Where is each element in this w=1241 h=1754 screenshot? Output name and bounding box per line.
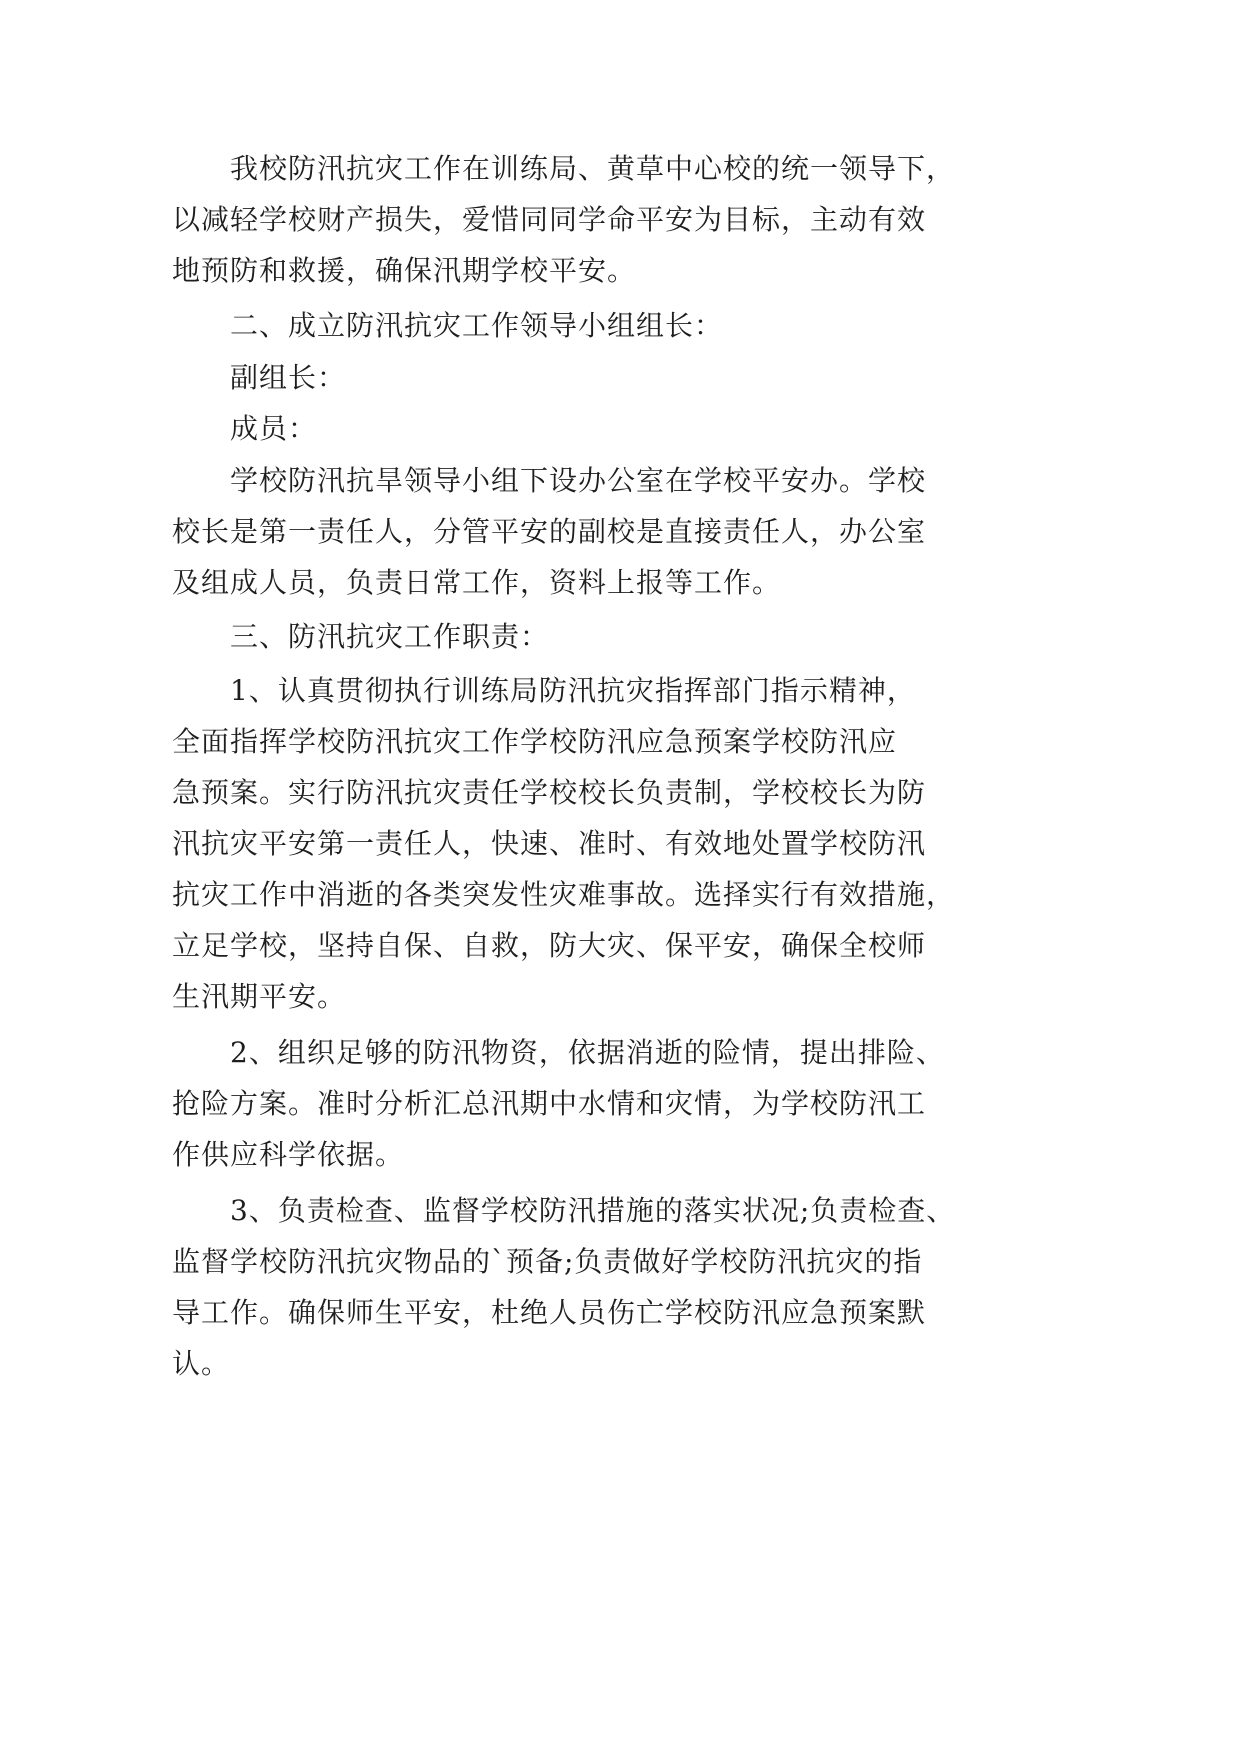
text-line: 急预案。实行防汛抗灾责任学校校长负责制，学校校长为防 bbox=[172, 776, 927, 809]
text-line: 抗灾工作中消逝的各类突发性灾难事故。选择实行有效措施， bbox=[172, 878, 956, 911]
section-heading-duties bbox=[172, 611, 1172, 662]
deputy-leader-line bbox=[172, 352, 1172, 403]
text-line: 认。 bbox=[172, 1347, 231, 1380]
text-line: 以减轻学校财产损失，爱惜同同学命平安为目标，主动有效 bbox=[172, 203, 927, 236]
members-line bbox=[172, 403, 1172, 454]
office-paragraph bbox=[172, 455, 1172, 608]
text-line: 抢险方案。准时分析汇总汛期中水情和灾情，为学校防汛工 bbox=[172, 1087, 927, 1120]
text-line: 3、负责检查、监督学校防汛措施的落实状况;负责检查、 bbox=[230, 1194, 956, 1227]
text-line: 学校防汛抗旱领导小组下设办公室在学校平安办。学校 bbox=[230, 464, 927, 497]
text-line: 二、成立防汛抗灾工作领导小组组长： bbox=[230, 309, 724, 342]
text-line: 全面指挥学校防汛抗灾工作学校防汛应急预案学校防汛应 bbox=[172, 725, 898, 758]
text-line: 1、认真贯彻执行训练局防汛抗灾指挥部门指示精神， bbox=[230, 674, 916, 707]
text-line: 成员： bbox=[230, 412, 318, 445]
duty-item-2 bbox=[172, 1027, 1172, 1180]
text-line: 校长是第一责任人，分管平安的副校是直接责任人，办公室 bbox=[172, 515, 927, 548]
duty-item-3 bbox=[172, 1185, 1172, 1389]
text-line: 立足学校，坚持自保、自救，防大灾、保平安，确保全校师 bbox=[172, 929, 927, 962]
duty-item-1 bbox=[172, 665, 1172, 1022]
text-line: 地预防和救援，确保汛期学校平安。 bbox=[172, 254, 637, 287]
text-line: 汛抗灾平安第一责任人，快速、准时、有效地处置学校防汛 bbox=[172, 827, 927, 860]
text-line: 导工作。确保师生平安，杜绝人员伤亡学校防汛应急预案默 bbox=[172, 1296, 927, 1329]
text-line: 及组成人员，负责日常工作，资料上报等工作。 bbox=[172, 566, 782, 599]
text-line: 2、组织足够的防汛物资，依据消逝的险情，提出排险、 bbox=[230, 1036, 945, 1069]
text-line: 生汛期平安。 bbox=[172, 980, 347, 1013]
text-line: 监督学校防汛抗灾物品的`预备;负责做好学校防汛抗灾的指 bbox=[172, 1245, 923, 1278]
text-line: 三、防汛抗灾工作职责： bbox=[230, 620, 550, 653]
section-heading-leadership-group bbox=[172, 300, 1172, 351]
text-line: 作供应科学依据。 bbox=[172, 1138, 405, 1171]
intro-paragraph bbox=[172, 143, 1172, 296]
text-line: 我校防汛抗灾工作在训练局、黄草中心校的统一领导下， bbox=[230, 152, 956, 185]
text-line: 副组长： bbox=[230, 361, 347, 394]
